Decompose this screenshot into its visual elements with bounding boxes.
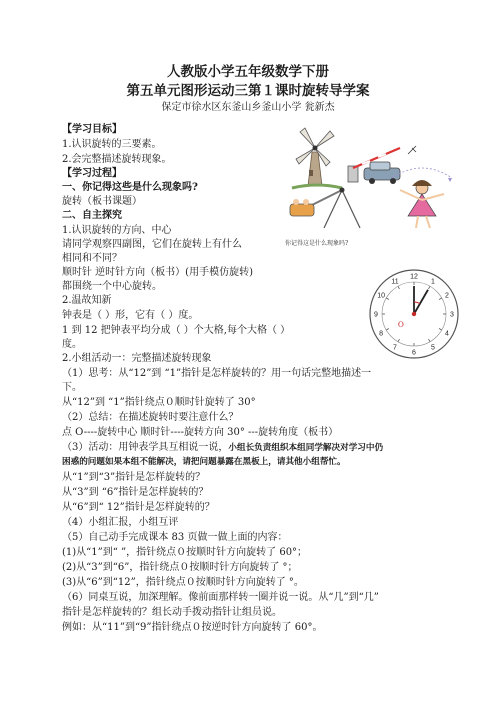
- goal-2: 2.会完整描述旋转现象。: [62, 154, 172, 165]
- process-heading: 【学习过程】: [62, 168, 122, 179]
- rotation-illustration: [272, 118, 468, 236]
- line-s12: 下。: [62, 382, 82, 393]
- line-s17: 困惑的问题如果本组不能解决，请把问题暴露在黑板上，请其他小组帮忙。: [62, 457, 346, 467]
- clock-center-label: O: [398, 320, 404, 329]
- clock-number-1: 1: [431, 278, 435, 286]
- illustration-caption: 你记得这是什么现象吗?: [285, 240, 349, 247]
- line-s7: 钟表是（ ）形，它有（ ）度。: [62, 310, 199, 321]
- line-s3: 相同和不同？: [62, 253, 122, 264]
- clock-number-2: 2: [444, 292, 449, 300]
- line-s22: （5）自己动手完成课本 83 页做一做上面的内容：: [62, 532, 288, 543]
- line-s13: 从“12”到 “1”指针绕点０顺时针旋转了 30°: [62, 397, 256, 408]
- line-s21: （4）小组汇报，小组互评: [62, 517, 179, 528]
- barrier-gate-image: [348, 146, 416, 184]
- clock-number-4: 4: [444, 330, 449, 338]
- line-s24: (2)从“3”到“6”，指针绕点０按顺时针方向旋转了 °；: [62, 562, 298, 573]
- line-s11: （1）思考：从“12”到 “1”指针是怎样旋转的？用一句话完整地描述一: [62, 368, 372, 379]
- line-s10: 2.小组活动一：完整描述旋转现象: [62, 353, 212, 364]
- part2-heading: 二、自主探究: [62, 210, 122, 221]
- goal-1: 1.认识旋转的三要素。: [62, 139, 162, 150]
- line-s18: 从“1”到“3”指针是怎样旋转的？: [62, 472, 206, 483]
- clock-number-7: 7: [393, 344, 397, 352]
- line-s5: 都围绕一个中心旋转。: [62, 281, 162, 292]
- document-subtitle: 第五单元图形运动三第１课时旋转导学案: [126, 83, 370, 99]
- goals-heading: 【学习目标】: [62, 124, 122, 135]
- line-s19: 从“3”到 “6”指针是怎样旋转的？: [62, 487, 209, 498]
- author-line: 保定市徐水区东釜山乡釜山小学 瓮新杰: [161, 102, 335, 113]
- windmill-image: [292, 128, 342, 188]
- clock-number-5: 5: [431, 344, 435, 352]
- line-s23: (1)从“1”到“ ”，指针绕点０按顺时针方向旋转了 60°；: [62, 547, 308, 558]
- part1-text: 旋转（板书课题）: [62, 196, 142, 207]
- clock-number-10: 10: [377, 292, 385, 300]
- line-s20: 从“6”到“ 12”指针是怎样旋转的？: [62, 502, 215, 513]
- line-s4: 顺时针 逆时针方向（板书）(用手模仿旋转): [62, 267, 253, 278]
- line-s28: 例如：从“11”到“9”指针绕点０按逆时针方向旋转了 60°。: [62, 622, 323, 633]
- part1-heading: 一、你记得这些是什么现象吗?: [62, 182, 198, 193]
- line-s14: （2）总结：在描述旋转时要注意什么？: [62, 412, 239, 423]
- pendulum-ride-image: [290, 188, 360, 229]
- line-s16: [62, 441, 383, 455]
- clock-number-9: 9: [374, 311, 378, 319]
- line-s8: 1 到 12 把钟表平均分成（ ）个大格,每个大格（ ）: [62, 325, 291, 336]
- spinning-girl-image: [392, 168, 452, 228]
- line-s26: （6）同桌互说，加深理解。像前面那样转一圈并说一说。从“几”到“几”: [62, 592, 379, 603]
- clock-number-8: 8: [379, 330, 384, 338]
- line-s9: 度。: [62, 339, 82, 350]
- line-s16-b: 小组长负责组织本组同学解决对学习中仍: [228, 443, 384, 453]
- line-s25: (3)从“6”到“12”，指针绕点０按顺时针方向旋转了 °。: [62, 577, 304, 588]
- line-s1: 1.认识旋转的方向、中心: [62, 225, 172, 236]
- clock-number-11: 11: [391, 278, 399, 286]
- line-s6: 2.温故知新: [62, 295, 112, 306]
- clock-number-3: 3: [450, 311, 454, 319]
- line-s15: 点 O----旋转中心 顺时针----旋转方向 30° ---旋转角度（板书）: [62, 427, 339, 438]
- clock-number-6: 6: [412, 349, 416, 357]
- line-s16-a: （3）活动：用钟表学具互相说一说，: [62, 442, 229, 453]
- clock-number-12: 12: [410, 273, 418, 281]
- line-s27: 指针是怎样旋转的？组长动手拨动指针让组员说。: [62, 607, 282, 618]
- document-title: 人教版小学五年级数学下册: [167, 64, 329, 80]
- clock-diagram: [368, 268, 460, 360]
- line-s2: 请同学观察四副图，它们在旋转上有什么: [62, 239, 242, 250]
- clock-center-point: [412, 312, 416, 316]
